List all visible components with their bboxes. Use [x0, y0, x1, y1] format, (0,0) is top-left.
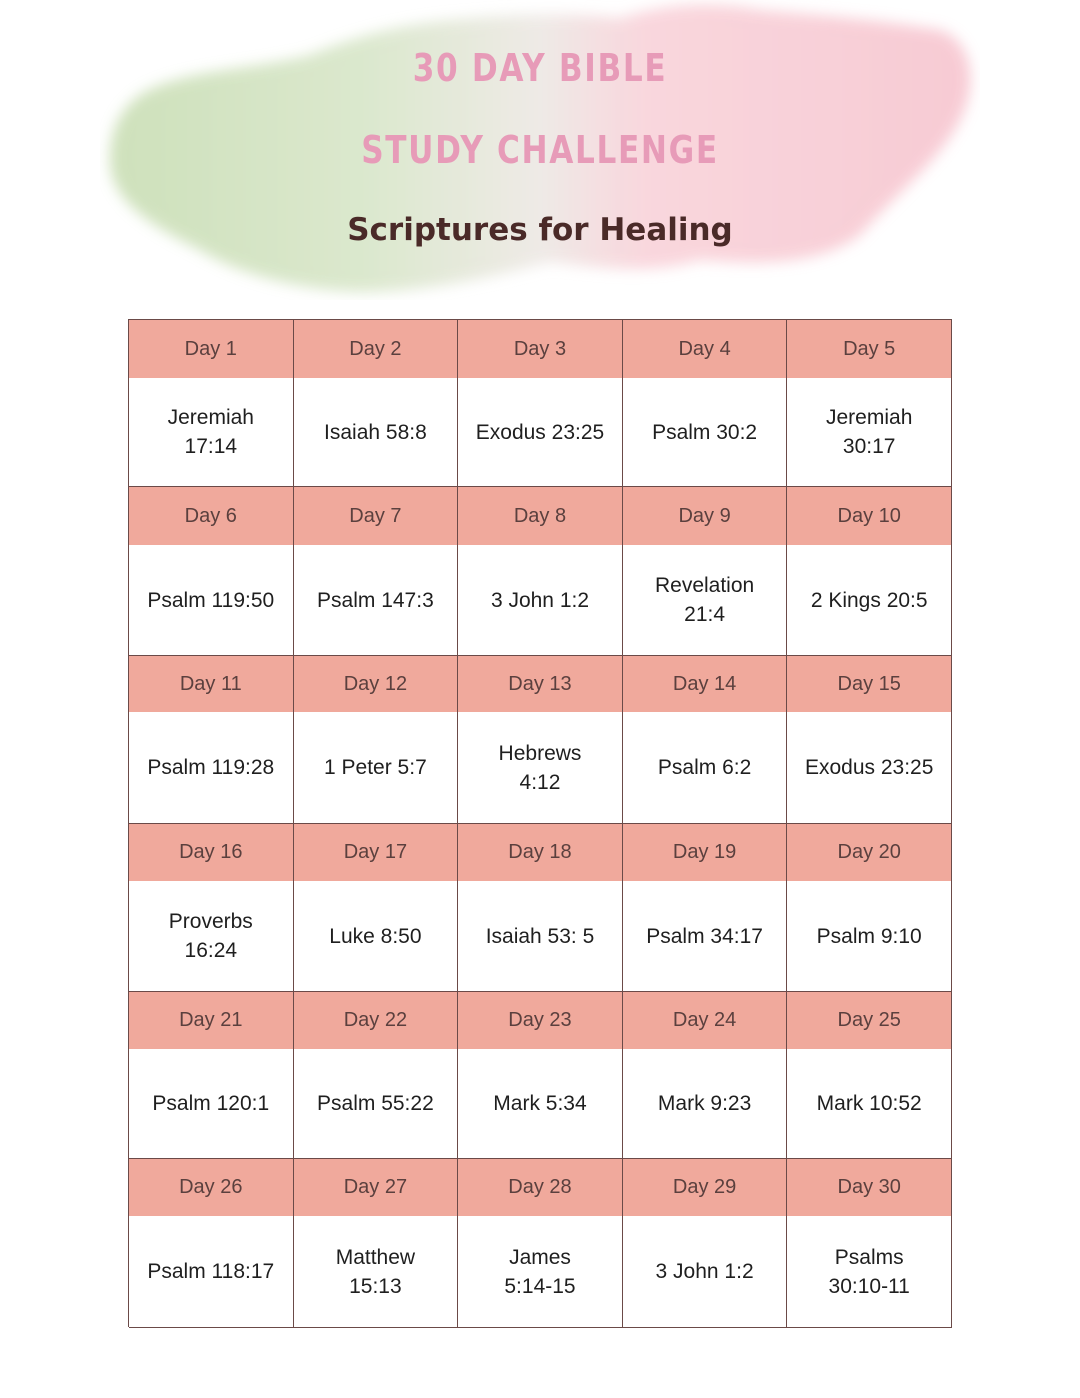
day-label: Day 23 [458, 992, 623, 1049]
scripture-cell [294, 1049, 459, 1159]
day-label: Day 18 [458, 824, 623, 881]
scripture-reference [652, 418, 757, 447]
day-label: Day 9 [623, 487, 788, 545]
scripture-cell [623, 881, 788, 992]
scripture-cell [129, 378, 294, 487]
scripture-reference [805, 753, 933, 782]
scripture-reference [324, 418, 427, 447]
day-label: Day 4 [623, 320, 788, 378]
scripture-reference [656, 1257, 754, 1286]
scripture-reference [491, 586, 589, 615]
scripture-cell [787, 1049, 952, 1159]
scripture-cell [294, 712, 459, 824]
scripture-line: 30:17 [842, 435, 896, 458]
scripture-reference [504, 1243, 575, 1301]
scripture-line: Jeremiah [826, 406, 913, 429]
scripture-reference [646, 922, 763, 951]
scripture-cell [458, 712, 623, 824]
scripture-cell [129, 881, 294, 992]
day-label: Day 27 [294, 1159, 459, 1216]
scripture-line: 21:4 [684, 603, 726, 626]
scripture-line: Revelation [654, 574, 755, 597]
day-label: Day 15 [787, 656, 952, 712]
day-label: Day 21 [129, 992, 294, 1049]
scripture-reference [147, 1257, 274, 1286]
scripture-reference [317, 586, 434, 615]
scripture-cell [787, 545, 952, 656]
scripture-cell [129, 1216, 294, 1328]
day-label: Day 30 [787, 1159, 952, 1216]
scripture-reference [324, 753, 427, 782]
scripture-line: Psalm 119:28 [147, 756, 275, 779]
day-label: Day 29 [623, 1159, 788, 1216]
scripture-reference [152, 1089, 269, 1118]
scripture-line: Psalms [834, 1245, 904, 1269]
scripture-line: Luke 8:50 [329, 924, 422, 948]
scripture-cell [623, 1216, 788, 1328]
day-label: Day 12 [294, 656, 459, 712]
day-label: Day 26 [129, 1159, 294, 1216]
scripture-line: Proverbs [168, 910, 253, 933]
scripture-cell [787, 1216, 952, 1328]
scripture-reference [658, 753, 751, 782]
scripture-cell [458, 881, 623, 992]
day-label: Day 1 [129, 320, 294, 378]
scripture-line: 1 Peter 5:7 [324, 756, 427, 779]
scripture-cell [129, 545, 294, 656]
scripture-line: 3 John 1:2 [655, 1260, 754, 1283]
day-label: Day 13 [458, 656, 623, 712]
day-label: Day 22 [294, 992, 459, 1049]
scripture-line: 16:24 [184, 939, 238, 962]
scripture-cell [787, 881, 952, 992]
scripture-line: Matthew [335, 1245, 416, 1269]
day-label: Day 16 [129, 824, 294, 881]
scripture-line: 15:13 [349, 1274, 402, 1298]
subtitle: Scriptures for Healing [347, 212, 733, 248]
scripture-line: 4:12 [519, 770, 561, 794]
scripture-line: Hebrews [498, 741, 582, 765]
scripture-line: Psalm 147:3 [317, 588, 434, 612]
scripture-cell [129, 712, 294, 824]
day-label: Day 14 [623, 656, 788, 712]
scripture-reference [486, 922, 595, 951]
day-label: Day 19 [623, 824, 788, 881]
scripture-cell [129, 1049, 294, 1159]
title-line-1: 30 DAY BIBLE [412, 46, 668, 90]
scripture-reference [811, 586, 928, 615]
day-label: Day 28 [458, 1159, 623, 1216]
scripture-cell [787, 378, 952, 487]
scripture-reference [817, 922, 922, 951]
day-label: Day 8 [458, 487, 623, 545]
scripture-cell [294, 545, 459, 656]
scripture-line: Psalm 55:22 [317, 1092, 434, 1115]
scripture-cell [294, 881, 459, 992]
scripture-cell [458, 545, 623, 656]
day-label: Day 5 [787, 320, 952, 378]
scripture-line: Exodus 23:25 [475, 420, 605, 444]
scripture-cell [458, 378, 623, 487]
scripture-cell [458, 1049, 623, 1159]
scripture-reference [168, 403, 254, 461]
scripture-reference [826, 403, 912, 461]
scripture-reference [499, 739, 582, 797]
scripture-line: 5:14-15 [504, 1274, 576, 1298]
scripture-cell [458, 1216, 623, 1328]
day-label: Day 10 [787, 487, 952, 545]
scripture-cell [623, 712, 788, 824]
scripture-cell [294, 1216, 459, 1328]
scripture-reference [147, 586, 274, 615]
scripture-line: Psalm 118:17 [147, 1260, 275, 1283]
scripture-line: Psalm 119:50 [147, 588, 275, 612]
day-label: Day 20 [787, 824, 952, 881]
scripture-line: Mark 9:23 [657, 1092, 752, 1115]
scripture-cell [294, 378, 459, 487]
scripture-reference [817, 1089, 922, 1118]
scripture-line: Isaiah 53: 5 [485, 924, 595, 948]
scripture-reference [329, 922, 421, 951]
scripture-reference [655, 571, 754, 629]
scripture-line: Mark 10:52 [816, 1092, 922, 1115]
scripture-line: 2 Kings 20:5 [810, 588, 928, 612]
scripture-reference [493, 1089, 586, 1118]
scripture-line: James [509, 1245, 571, 1269]
scripture-cell [623, 1049, 788, 1159]
scripture-cell [623, 545, 788, 656]
scripture-line: Psalm 120:1 [152, 1092, 270, 1115]
scripture-cell [623, 378, 788, 487]
scripture-reference [336, 1243, 415, 1301]
scripture-reference [476, 418, 604, 447]
day-label: Day 24 [623, 992, 788, 1049]
scripture-line: 17:14 [184, 435, 238, 458]
scripture-line: Psalm 6:2 [657, 756, 752, 779]
scripture-line: 3 John 1:2 [490, 588, 590, 612]
scripture-reference [147, 753, 274, 782]
scripture-reference [169, 907, 253, 965]
scripture-line: Psalm 9:10 [816, 924, 922, 948]
scripture-cell [787, 712, 952, 824]
scripture-line: 30:10-11 [828, 1274, 910, 1298]
scripture-line: Exodus 23:25 [804, 756, 934, 779]
scripture-line: Isaiah 58:8 [324, 420, 427, 444]
day-label: Day 11 [129, 656, 294, 712]
day-label: Day 6 [129, 487, 294, 545]
day-label: Day 2 [294, 320, 459, 378]
challenge-grid [128, 319, 952, 1327]
day-label: Day 3 [458, 320, 623, 378]
scripture-line: Psalm 30:2 [652, 420, 758, 444]
day-label: Day 25 [787, 992, 952, 1049]
title-line-2: STUDY CHALLENGE [361, 128, 719, 172]
day-label: Day 7 [294, 487, 459, 545]
scripture-line: Jeremiah [167, 406, 254, 429]
scripture-line: Psalm 34:17 [646, 924, 763, 948]
scripture-reference [829, 1243, 910, 1301]
scripture-reference [317, 1089, 434, 1118]
scripture-line: Mark 5:34 [493, 1092, 587, 1115]
day-label: Day 17 [294, 824, 459, 881]
scripture-reference [658, 1089, 751, 1118]
